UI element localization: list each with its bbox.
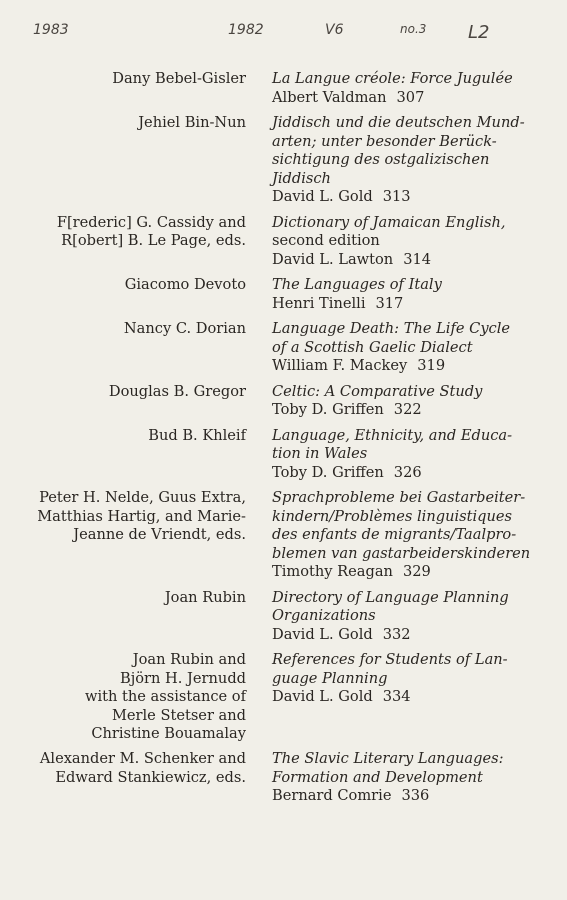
entry-author: F[rederic] G. Cassidy and R[obert] B. Le Page, eds. <box>56 213 246 249</box>
entry-work: Directory of Language Planning Organizations David L. Gold 332 <box>272 588 509 643</box>
entry-author: Joan Rubin <box>164 588 246 606</box>
review-entry <box>0 70 567 107</box>
review-entry <box>0 383 567 420</box>
review-entry <box>0 750 567 806</box>
entry-work: The Languages of Italy Henri Tinelli 317 <box>272 276 442 312</box>
entry-author: Nancy C. Dorian <box>123 320 246 337</box>
entry-work: Language Death: The Life Cycle of a Scottish Gaelic Dialect William F. Mackey 319 <box>272 320 511 374</box>
entry-author: Bud B. Khleif <box>148 426 246 444</box>
annotation-volume: V6 <box>325 22 344 38</box>
handwritten-annotations <box>0 22 567 52</box>
entry-author: Peter H. Nelde, Guus Extra, Matthias Hartig, and Marie- Jeanne de Vriendt, eds. <box>37 489 246 543</box>
entry-author: Dany Bebel-Gisler <box>112 70 246 87</box>
review-entry <box>0 589 567 645</box>
entry-work: Language, Ethnicity, and Educa- tion in Wales Toby D. Griffen 326 <box>272 426 513 481</box>
review-entry <box>0 214 567 270</box>
review-entry <box>0 489 567 582</box>
review-entry <box>0 114 567 207</box>
entry-work: Jiddisch und die deutschen Mund- arten; unter besonder Berück- sichtigung des ostgalizischen Jiddisch David L. Gold 313 <box>272 114 525 205</box>
annotation-year-1: 1983 <box>33 22 69 38</box>
annotation-number: no.3 <box>400 22 427 36</box>
entry-author: Giacomo Devoto <box>124 276 246 293</box>
entry-author: Jehiel Bin-Nun <box>138 114 246 131</box>
work-title: La Langue créole: Force Jugulée <box>272 70 513 87</box>
entry-work: Dictionary of Jamaican English, second edition David L. Lawton 314 <box>272 213 506 268</box>
page-number: 307 <box>396 88 425 106</box>
entry-work <box>272 70 557 107</box>
entry-work: Sprachprobleme bei Gastarbeiter- kindern/Problèmes linguistiques des enfants de migrants/Taalpro- blemen van gastarbeiderskinderen Timothy Reagan 329 <box>272 489 531 580</box>
annotation-year-2: 1982 <box>228 22 264 38</box>
entry-author: Douglas B. Gregor <box>108 382 246 400</box>
entry-work: The Slavic Literary Languages: Formation and Development Bernard Comrie 336 <box>272 750 504 804</box>
review-entry <box>0 651 567 743</box>
review-entry <box>0 427 567 483</box>
entry-author: Alexander M. Schenker and Edward Stankiewicz, eds. <box>39 750 246 786</box>
review-entry <box>0 276 567 313</box>
work-reviewer: Albert Valdman 307 <box>272 88 425 106</box>
entry-work: Celtic: A Comparative Study Toby D. Griffen 322 <box>272 382 483 418</box>
entry-work: References for Students of Lan- guage Planning David L. Gold 334 <box>272 651 508 705</box>
annotation-code: L2 <box>468 22 490 43</box>
review-entry <box>0 320 567 376</box>
entry-author: Joan Rubin and Björn H. Jernudd with the assistance of Merle Stetser and Christine Bouamalay <box>84 651 246 742</box>
review-index <box>0 70 567 813</box>
